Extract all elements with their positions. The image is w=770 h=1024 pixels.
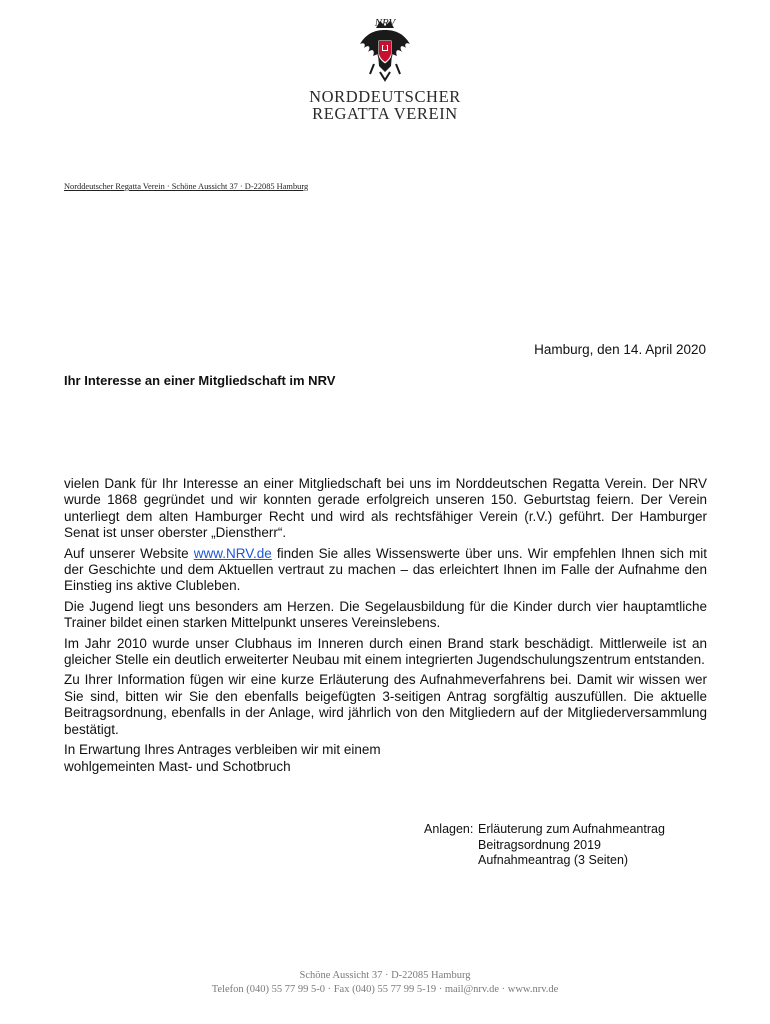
website-text-before: Auf unserer Website bbox=[64, 545, 194, 561]
closing-line-2: wohlgemeinten Mast- und Schotbruch bbox=[64, 758, 291, 774]
attachment-item: Erläuterung zum Aufnahmeantrag bbox=[478, 822, 665, 836]
crest-monogram: NRV bbox=[374, 17, 396, 29]
letter-body bbox=[64, 476, 707, 779]
attachment-item: Aufnahmeantrag (3 Seiten) bbox=[478, 853, 629, 867]
footer-contact: Telefon (040) 55 77 99 5-0 · Fax (040) 55 77 99 5-19 · mail@nrv.de · www.nrv.de bbox=[211, 984, 559, 995]
paragraph-youth: Die Jugend liegt uns besonders am Herzen. Die Segelausbildung für die Kinder durch vier hauptamtliche Trainer bildet einen starken Mittelpunkt unseres Vereinslebens. bbox=[64, 598, 707, 631]
closing-line-1: In Erwartung Ihres Antrages verbleiben wir mit einem bbox=[64, 742, 381, 758]
paragraph-website bbox=[64, 546, 707, 595]
eagle-crest-icon bbox=[354, 14, 416, 84]
attachment-item: Beitragsordnung 2019 bbox=[478, 837, 602, 852]
website-text-after: finden Sie alles Wissenswerte über uns. Wir empfehlen Ihnen sich mit der Geschichte und dem Aktuellen vertraut zu machen – das erleichtert Ihnen im Falle der Aufnahme den Einstieg ins aktive Clubleben. bbox=[64, 545, 707, 594]
letter-date: Hamburg, den 14. April 2020 bbox=[534, 342, 706, 357]
club-name-line2: REGATTA VEREIN bbox=[312, 104, 458, 123]
attachments-list bbox=[478, 822, 665, 869]
sender-address-line: Norddeutscher Regatta Verein · Schöne Aussicht 37 · D-22085 Hamburg bbox=[64, 182, 309, 191]
club-name-line1: NORDDEUTSCHER bbox=[309, 87, 461, 106]
paragraph-application: Zu Ihrer Information fügen wir eine kurze Erläuterung des Aufnahmeverfahrens bei. Damit wir wissen wer Sie sind, bitten wir Sie den ebenfalls beigefügten 3-seitigen Antrag sorgfältig auszufüllen. Die aktuelle Beitragsordnung, ebenfalls in der Anlage, wird jährlich von den Mitgliedern auf der Mitgliederversammlung bestätigt. bbox=[64, 672, 707, 737]
letterhead-logo bbox=[300, 14, 470, 122]
attachments-label: Anlagen: bbox=[424, 822, 474, 836]
paragraph-closing bbox=[64, 742, 707, 775]
letter-subject: Ihr Interesse an einer Mitgliedschaft im NRV bbox=[64, 373, 336, 388]
attachments-block bbox=[424, 822, 665, 869]
paragraph-clubhouse: Im Jahr 2010 wurde unser Clubhaus im Inneren durch einen Brand stark beschädigt. Mittlerweile ist an gleicher Stelle ein deutlich erweiterter Neubau mit einem integrierten Jugendschulungszentrum entstanden. bbox=[64, 635, 707, 668]
footer-address: Schöne Aussicht 37 · D-22085 Hamburg bbox=[299, 970, 471, 981]
paragraph-intro: vielen Dank für Ihr Interesse an einer Mitgliedschaft bei uns im Norddeutschen Regatta Verein. Der NRV wurde 1868 gegründet und wir konnten gerade erfolgreich unseren 150. Geburtstag feiern. Der Verein unterliegt dem alten Hamburger Recht und wird als rechtsfähiger Verein (r.V.) geführt. Der Hamburger Senat ist unser oberster „Dienstherr“. bbox=[64, 476, 707, 541]
website-link[interactable]: www.NRV.de bbox=[193, 545, 272, 561]
